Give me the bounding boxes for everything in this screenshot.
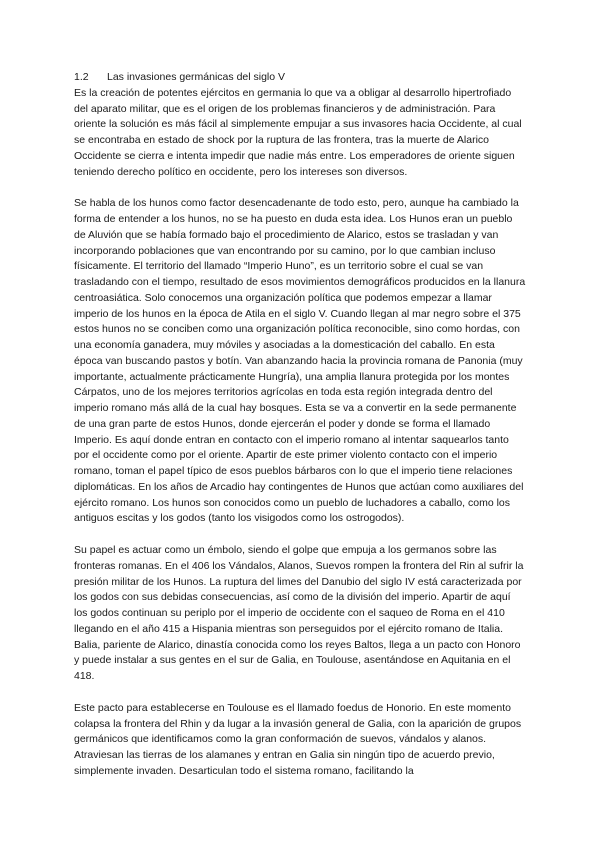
document-page: [74, 70, 526, 796]
paragraph: Este pacto para establecerse en Toulouse es el llamado foedus de Honorio. En este momento colapsa la frontera del Rhin y da lugar a la invasión general de Galia, con la aparición de grupos germánicos que identificamos como la gran conformación de suevos, vándalos y alanos. Atraviesan las tierras de los alamanes y entran en Galia sin ningún tipo de acuerdo previo, simplemente invaden. Desarticulan todo el sistema romano, facilitando la: [74, 701, 522, 777]
paragraph: Su papel es actuar como un émbolo, siendo el golpe que empuja a los germanos sobre las fronteras romanas. En el 406 los Vándalos, Alanos, Suevos rompen la frontera del Rin al sufrir la presión militar de los Hunos. La ruptura del limes del Danubio del siglo IV está caracterizada por los godos con sus debidas consecuencias, así como de la división del imperio. Apartir de aquí los godos continuan su periplo por el imperio de occidente con el saqueo de Roma en el 410 llegando en el año 415 a Hispania mientras son perseguidos por el ejército romano de Italia. Balia, pariente de Alarico, dinastía conocida como los reyes Baltos, llega a un pacto con Honoro y puede instalar a sus gentes en el sur de Galia, en Toulouse, asentándose en Aquitania en el 418.: [74, 544, 524, 682]
section-heading: [74, 70, 526, 86]
section-number: 1.2: [74, 71, 89, 83]
paragraph: Se habla de los hunos como factor desencadenante de todo esto, pero, aunque ha cambiado la forma de entender a los hunos, no se ha puesto en duda esta idea. Los Hunos eran un pueblo de Aluvión que se había formado bajo el procedimiento de Alarico, estos se trasladan y van incorporando poblaciones que van encontrando por su camino, por lo que cambian incluso físicamente. El territorio del llamado “Imperio Huno”, es un territorio sobre el cual se van trasladando con el tiempo, resultado de esos movimientos demográficos producidos en la llanura centroasiática. Solo conocemos una organización política que podemos empezar a llamar imperio de los hunos en la época de Atila en el siglo V. Cuando llegan al mar negro sobre el 375 estos hunos no se conciben como una organización política reconocible, sino como hordas, con una economía ganadera, muy móviles y asociadas a la domesticación del caballo. En esta época van buscando pastos y botín. Van abanzando hacia la provincia romana de Panonia (muy importante, actualmente prácticamente Hungría), una amplia llanura protegida por los montes Cárpatos, uno de los mejores territorios agrícolas en toda esta región integrada dentro del imperio romano más allá de la cual hay bosques. Esta se va a convertir en la sede permanente de una gran parte de estos Hunos, donde ejercerán el poder y donde se forma el llamado Imperio. Es aquí donde entran en contacto con el imperio romano al intentar saquearlos tanto por el occidente como por el oriente. Apartir de este primer violento contacto con el imperio romano, toman el papel típico de esos pueblos bárbaros con lo que el imperio tiene relaciones diplomáticas. En los años de Arcadio hay contingentes de Hunos que actúan como auxiliares del ejército romano. Los hunos son conocidos como un pueblo de luchadores a caballo, como los antiguos escitas y los godos (tanto los visigodos como los ostrogodos).: [74, 197, 526, 525]
section-title: Las invasiones germánicas del siglo V: [107, 71, 286, 83]
paragraph: Es la creación de potentes ejércitos en germania lo que va a obligar al desarrollo hipertrofiado del aparato militar, que es el origen de los problemas financieros y de administración. Para oriente la solución es más fácil al simplemente empujar a sus invasores hacia Occidente, al cual se encontraba en estado de shock por la ruptura de las frontera, tras la muerte de Alarico Occidente se cierra e intenta impedir que nadie más entre. Los emperadores de oriente siguen teniendo derecho político en occidente, pero los intereses son diversos.: [74, 86, 522, 178]
